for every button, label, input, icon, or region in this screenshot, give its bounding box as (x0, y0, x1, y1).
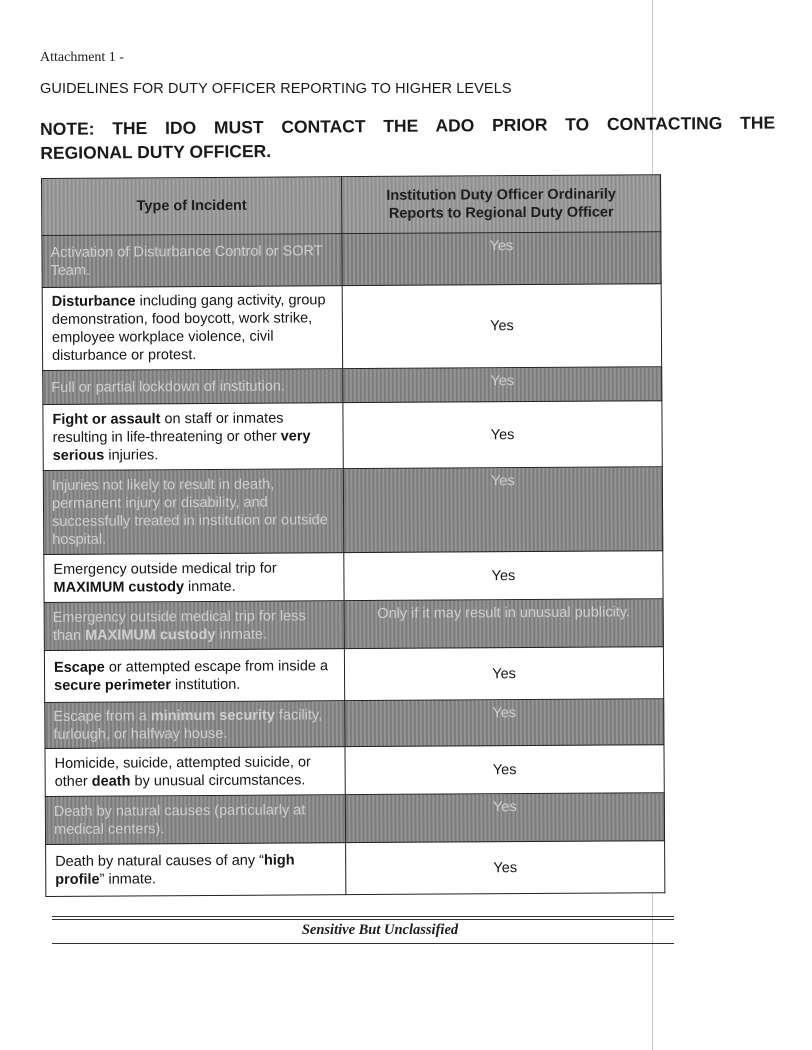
incident-emphasis: minimum security (150, 707, 275, 724)
incident-text: Death by natural causes (particularly at medical centers). (53, 801, 306, 838)
incident-text: Emergency outside medical trip for less than (52, 607, 306, 644)
incident-emphasis: Fight or assault (52, 410, 161, 428)
incident-text: Escape from a (53, 707, 151, 725)
incident-text: inmate. (183, 578, 236, 595)
table-row (45, 699, 664, 749)
incident-text: institution. (170, 676, 241, 693)
report-cell: Yes (344, 551, 663, 601)
incident-text: or attempted escape from inside a (104, 657, 329, 676)
incident-cell (45, 795, 345, 845)
report-cell: Yes (342, 232, 661, 286)
incident-cell (45, 747, 345, 797)
incident-cell (44, 601, 344, 651)
report-cell: Yes (343, 467, 663, 553)
table-body (42, 232, 665, 897)
report-cell: Yes (342, 284, 662, 369)
note-text (40, 111, 775, 165)
incident-text: facility, furlough, or halfway house. (53, 706, 323, 743)
incident-text: Injuries not likely to result in death, permanent injury or disability, and successfully treated in institution or outside hospital. (51, 476, 328, 548)
incident-emphasis: high profile (55, 851, 295, 888)
header-type-of-incident: Type of Incident (42, 177, 342, 236)
table-row (44, 647, 663, 703)
incident-text: Full or partial lockdown of institution. (51, 378, 286, 396)
incident-cell (42, 234, 342, 288)
incident-text: ” inmate. (99, 870, 157, 888)
incident-text: Homicide, suicide, attempted suicide, or other (54, 753, 311, 790)
incident-text: inmate. (215, 626, 268, 643)
classification-footer: Sensitive But Unclassified (301, 922, 459, 938)
table-row (43, 401, 662, 471)
footer-rule-top (52, 916, 674, 917)
table-row (43, 367, 662, 405)
report-cell: Yes (346, 841, 665, 895)
incident-emphasis: death (91, 772, 131, 790)
table-row (45, 793, 664, 845)
report-cell: Yes (343, 367, 662, 403)
report-cell: Yes (345, 793, 664, 843)
incident-cell (43, 469, 344, 555)
incident-cell (43, 369, 343, 405)
incident-cell (44, 649, 344, 703)
incident-text: including gang activity, group demonstration, food boycott, work strike, employee workplace violence, civil disturbance or protest. (51, 292, 326, 364)
footer-rule-top-double (52, 919, 674, 920)
incident-text: injuries. (104, 446, 159, 464)
incident-cell (43, 403, 343, 471)
note-line-2: REGIONAL DUTY OFFICER. (40, 140, 272, 163)
table-row (43, 467, 663, 555)
incident-emphasis: very serious (52, 427, 311, 464)
incident-cell (42, 286, 343, 371)
note-line-1: NOTE: THE IDO MUST CONTACT THE ADO PRIOR TO CONTACTING THE (40, 112, 776, 139)
table-row (42, 284, 661, 371)
footer-rule-bottom (52, 943, 674, 944)
page-title: GUIDELINES FOR DUTY OFFICER REPORTING TO HIGHER LEVELS (40, 81, 512, 97)
table-row (44, 599, 663, 651)
incident-emphasis: Disturbance (51, 293, 136, 310)
report-cell: Only if it may result in unusual publicity. (344, 599, 663, 649)
header-reports-to-regional (341, 175, 660, 234)
report-cell: Yes (344, 647, 663, 701)
incident-emphasis: MAXIMUM custody (53, 578, 185, 596)
incident-text: Emergency outside medical trip for (53, 560, 277, 578)
header-reports-line-1: Institution Duty Officer Ordinarily (386, 186, 616, 204)
table-header-row (42, 175, 661, 236)
incident-cell (46, 843, 346, 897)
report-cell: Yes (345, 745, 664, 795)
incident-reporting-table (41, 174, 665, 897)
incident-emphasis: MAXIMUM custody (84, 626, 216, 644)
incident-emphasis: Escape (53, 659, 105, 676)
table-row (42, 232, 661, 288)
report-cell: Yes (343, 401, 662, 469)
attachment-label: Attachment 1 - (40, 50, 124, 65)
incident-text: Death by natural causes of any “ (55, 852, 264, 870)
incident-cell (44, 553, 344, 603)
table-row (44, 551, 663, 603)
incident-emphasis: secure perimeter (54, 676, 172, 694)
table-row (46, 841, 665, 897)
report-cell: Yes (345, 699, 664, 747)
incident-text: by unusual circumstances. (130, 771, 306, 789)
incident-text: Activation of Disturbance Control or SORT Team. (50, 242, 323, 279)
incident-cell (45, 701, 345, 749)
incident-text: on staff or inmates resulting in life-threatening or other (52, 410, 284, 446)
table-row (45, 745, 664, 797)
header-reports-line-2: Reports to Regional Duty Officer (388, 204, 614, 222)
